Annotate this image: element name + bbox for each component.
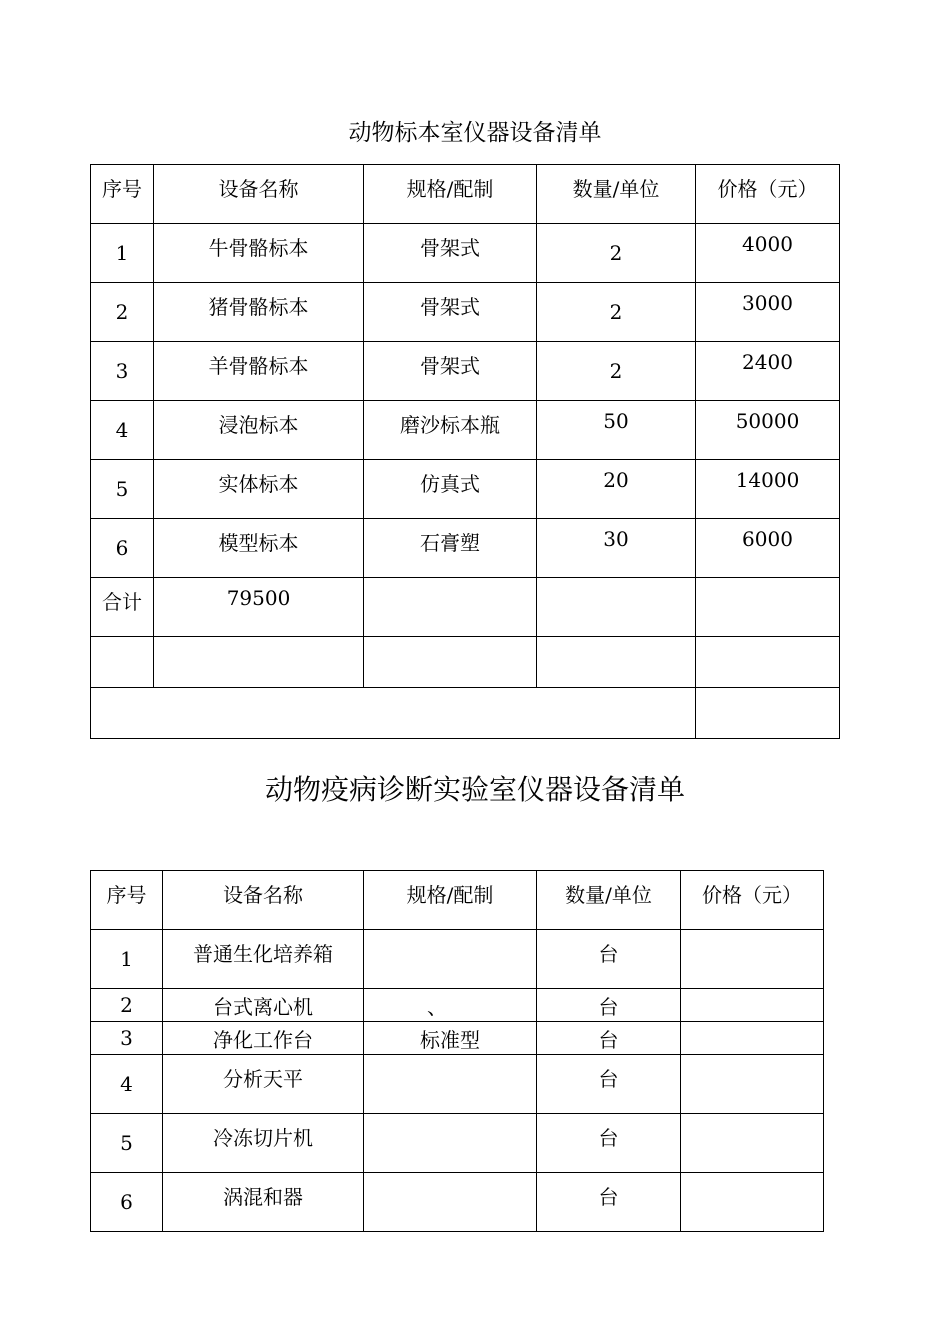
- cell-name: 模型标本: [154, 519, 364, 578]
- cell-index: 6: [91, 1173, 163, 1232]
- cell-name: 冷冻切片机: [163, 1114, 364, 1173]
- header-equipment-name: 设备名称: [154, 165, 364, 224]
- table-row: [91, 1055, 824, 1114]
- cell-price: [681, 1022, 824, 1055]
- empty-cell: [537, 637, 696, 688]
- cell-index: 3: [91, 342, 154, 401]
- equipment-table-diagnosis-lab: [90, 870, 824, 1232]
- cell-name: 牛骨骼标本: [154, 224, 364, 283]
- empty-cell: [696, 637, 840, 688]
- cell-index: 5: [91, 460, 154, 519]
- cell-quantity: 2: [537, 224, 696, 283]
- empty-cell: [537, 578, 696, 637]
- cell-index: 1: [91, 930, 163, 989]
- total-value: 79500: [154, 578, 364, 637]
- cell-index: 4: [91, 1055, 163, 1114]
- cell-index: 4: [91, 401, 154, 460]
- header-index: 序号: [91, 165, 154, 224]
- cell-price: 50000: [696, 401, 840, 460]
- table-header-row: [91, 871, 824, 930]
- cell-quantity: 50: [537, 401, 696, 460]
- cell-name: 普通生化培养箱: [163, 930, 364, 989]
- cell-price: 4000: [696, 224, 840, 283]
- cell-name: 实体标本: [154, 460, 364, 519]
- table-row: [91, 1173, 824, 1232]
- empty-merged-cell: [91, 688, 696, 739]
- header-price: 价格（元）: [696, 165, 840, 224]
- cell-spec: [364, 1173, 537, 1232]
- cell-index: 2: [91, 989, 163, 1022]
- cell-price: [681, 930, 824, 989]
- header-index: 序号: [91, 871, 163, 930]
- cell-name: 分析天平: [163, 1055, 364, 1114]
- cell-name: 浸泡标本: [154, 401, 364, 460]
- table2-title: 动物疫病诊断实验室仪器设备清单: [264, 773, 685, 806]
- cell-spec: 、: [364, 989, 537, 1022]
- header-quantity: 数量/单位: [537, 871, 681, 930]
- cell-index: 3: [91, 1022, 163, 1055]
- empty-cell: [364, 637, 537, 688]
- empty-cell: [154, 637, 364, 688]
- table-row: [91, 1114, 824, 1173]
- cell-price: 6000: [696, 519, 840, 578]
- cell-quantity: 台: [537, 1173, 681, 1232]
- cell-price: [681, 1173, 824, 1232]
- cell-index: 5: [91, 1114, 163, 1173]
- cell-quantity: 30: [537, 519, 696, 578]
- empty-row: [91, 637, 840, 688]
- table-row: [91, 519, 840, 578]
- cell-quantity: 台: [537, 1114, 681, 1173]
- cell-quantity: 20: [537, 460, 696, 519]
- cell-index: 6: [91, 519, 154, 578]
- cell-name: 涡混和器: [163, 1173, 364, 1232]
- cell-spec: 标准型: [364, 1022, 537, 1055]
- cell-spec: 磨沙标本瓶: [364, 401, 537, 460]
- empty-cell: [696, 688, 840, 739]
- table-row: [91, 401, 840, 460]
- header-spec: 规格/配制: [364, 871, 537, 930]
- cell-price: [681, 1114, 824, 1173]
- total-label: 合计: [91, 578, 154, 637]
- table-row: [91, 224, 840, 283]
- equipment-table-specimen-room: [90, 164, 840, 739]
- table-header-row: [91, 165, 840, 224]
- table-row: [91, 460, 840, 519]
- cell-quantity: 台: [537, 989, 681, 1022]
- cell-index: 2: [91, 283, 154, 342]
- cell-quantity: 台: [537, 1022, 681, 1055]
- cell-quantity: 台: [537, 1055, 681, 1114]
- cell-price: 2400: [696, 342, 840, 401]
- header-equipment-name: 设备名称: [163, 871, 364, 930]
- cell-spec: [364, 930, 537, 989]
- header-spec: 规格/配制: [364, 165, 537, 224]
- cell-name: 台式离心机: [163, 989, 364, 1022]
- cell-spec: [364, 1055, 537, 1114]
- empty-row: [91, 688, 840, 739]
- cell-quantity: 2: [537, 342, 696, 401]
- cell-price: [681, 989, 824, 1022]
- cell-name: 净化工作台: [163, 1022, 364, 1055]
- table-row: [91, 342, 840, 401]
- table-row: [91, 989, 824, 1022]
- cell-spec: 石膏塑: [364, 519, 537, 578]
- total-row: [91, 578, 840, 637]
- header-price: 价格（元）: [681, 871, 824, 930]
- table-row: [91, 930, 824, 989]
- table1-title: 动物标本室仪器设备清单: [348, 120, 602, 146]
- header-quantity: 数量/单位: [537, 165, 696, 224]
- table-row: [91, 283, 840, 342]
- cell-quantity: 2: [537, 283, 696, 342]
- cell-name: 羊骨骼标本: [154, 342, 364, 401]
- cell-spec: [364, 1114, 537, 1173]
- empty-cell: [696, 578, 840, 637]
- cell-quantity: 台: [537, 930, 681, 989]
- empty-cell: [91, 637, 154, 688]
- cell-price: 3000: [696, 283, 840, 342]
- cell-price: 14000: [696, 460, 840, 519]
- cell-name: 猪骨骼标本: [154, 283, 364, 342]
- empty-cell: [364, 578, 537, 637]
- cell-price: [681, 1055, 824, 1114]
- table-row: [91, 1022, 824, 1055]
- cell-spec: 仿真式: [364, 460, 537, 519]
- cell-spec: 骨架式: [364, 224, 537, 283]
- cell-index: 1: [91, 224, 154, 283]
- cell-spec: 骨架式: [364, 342, 537, 401]
- cell-spec: 骨架式: [364, 283, 537, 342]
